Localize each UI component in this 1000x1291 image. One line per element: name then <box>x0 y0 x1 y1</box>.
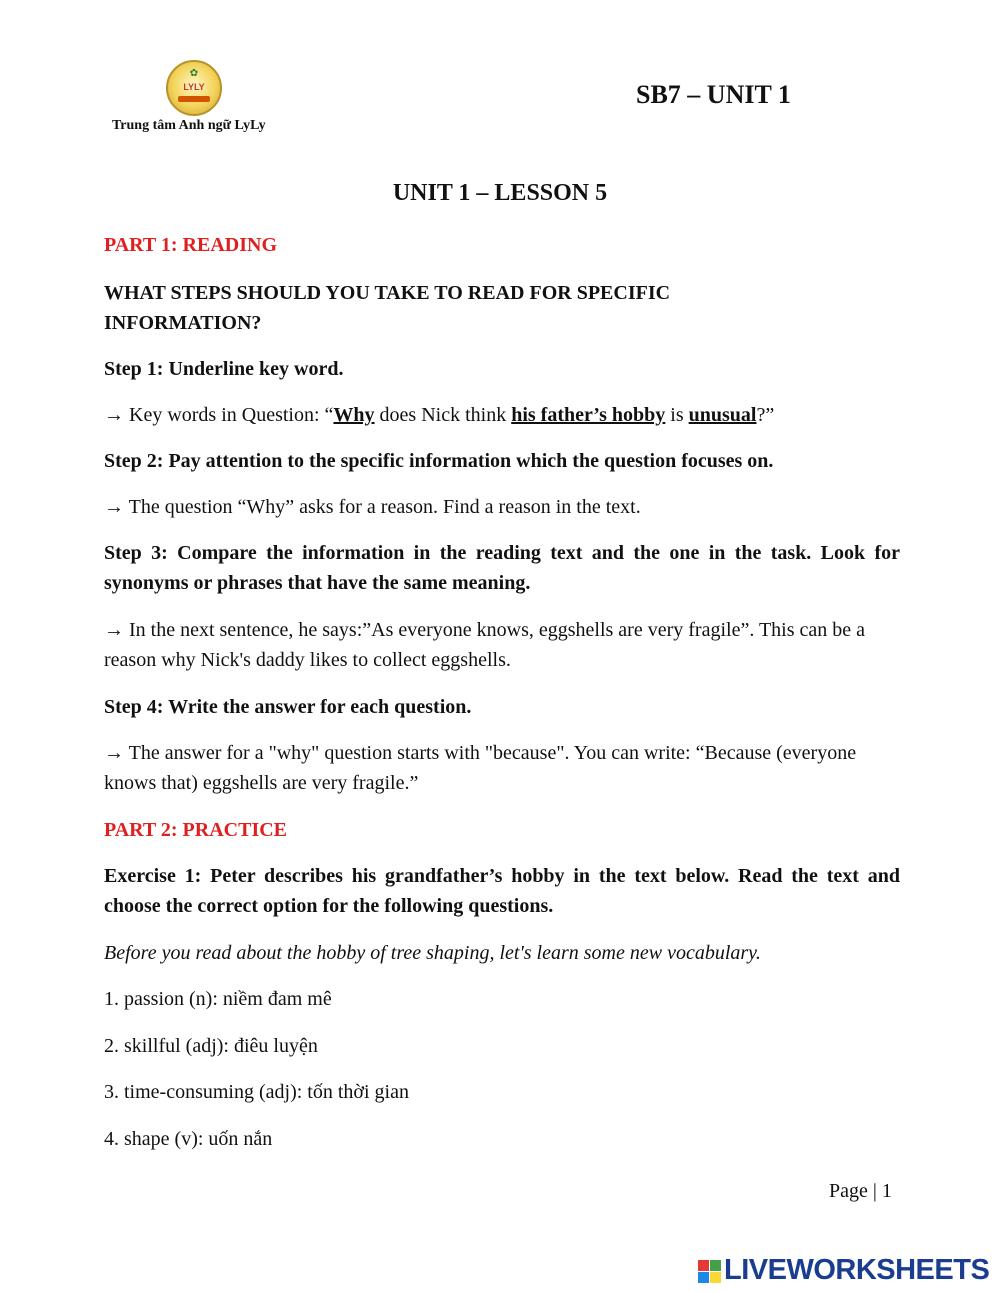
part1-question: WHAT STEPS SHOULD YOU TAKE TO READ FOR SPECIFIC INFORMATION? <box>104 282 671 334</box>
keyword-why: Why <box>333 404 375 426</box>
center-name: Trung tâm Anh ngữ LyLy <box>112 118 266 133</box>
unit-code: SB7 – UNIT 1 <box>636 80 791 109</box>
step3-title: Step 3: Compare the information in the reading text and the one in the task. Look for synonyms or phrases that have the same meaning. <box>104 542 900 594</box>
vocab-item: 4. shape (v): uốn nắn <box>104 1128 273 1150</box>
step2-text: → The question “Why” asks for a reason. Find a reason in the text. <box>104 496 641 518</box>
liveworksheets-watermark[interactable]: LIVEWORKSHEETS <box>724 1254 990 1286</box>
lesson-title: UNIT 1 – LESSON 5 <box>392 180 608 206</box>
part2-heading: PART 2: PRACTICE <box>104 819 288 841</box>
center-logo <box>166 60 222 116</box>
step1-text: does Nick think <box>374 404 512 426</box>
step1-text: ?” <box>756 404 775 426</box>
step4-text: → The answer for a "why" question starts with "because". You can write: “Because (everyone knows that) eggshells are very fragile.” <box>104 742 857 794</box>
vocab-intro: Before you read about the hobby of tree shaping, let's learn some new vocabulary. <box>104 942 761 964</box>
keyword-unusual: unusual <box>688 404 757 426</box>
vocab-item: 1. passion (n): niềm đam mê <box>104 988 332 1010</box>
vocab-item: 3. time-consuming (adj): tốn thời gian <box>104 1081 409 1103</box>
step1-title: Step 1: Underline key word. <box>104 358 344 380</box>
step2-title: Step 2: Pay attention to the specific information which the question focuses on. <box>104 450 774 472</box>
step3-text: → In the next sentence, he says:”As everyone knows, eggshells are very fragile”. This can be a reason why Nick's daddy likes to collect eggshells. <box>104 619 866 671</box>
step1-text: → Key words in Question: “ <box>104 404 334 426</box>
logo-square <box>710 1272 721 1283</box>
logo-square <box>710 1260 721 1271</box>
step1-example <box>104 400 900 430</box>
page-number: Page | 1 <box>829 1180 892 1202</box>
liveworksheets-logo-icon <box>698 1260 722 1284</box>
logo-square <box>698 1260 709 1271</box>
vocab-item: 2. skillful (adj): điêu luyện <box>104 1035 318 1057</box>
logo-ribbon <box>178 96 210 102</box>
logo-text: LYLY <box>183 82 205 92</box>
logo-square <box>698 1272 709 1283</box>
step4-title: Step 4: Write the answer for each question. <box>104 696 472 718</box>
exercise-instruction: Exercise 1: Peter describes his grandfather’s hobby in the text below. Read the text and choose the correct option for the following questions. <box>104 865 900 917</box>
keyword-hobby: his father’s hobby <box>511 404 666 426</box>
part1-heading: PART 1: READING <box>104 234 278 256</box>
step1-text: is <box>665 404 689 426</box>
logo-star-icon: ✿ <box>189 68 199 79</box>
